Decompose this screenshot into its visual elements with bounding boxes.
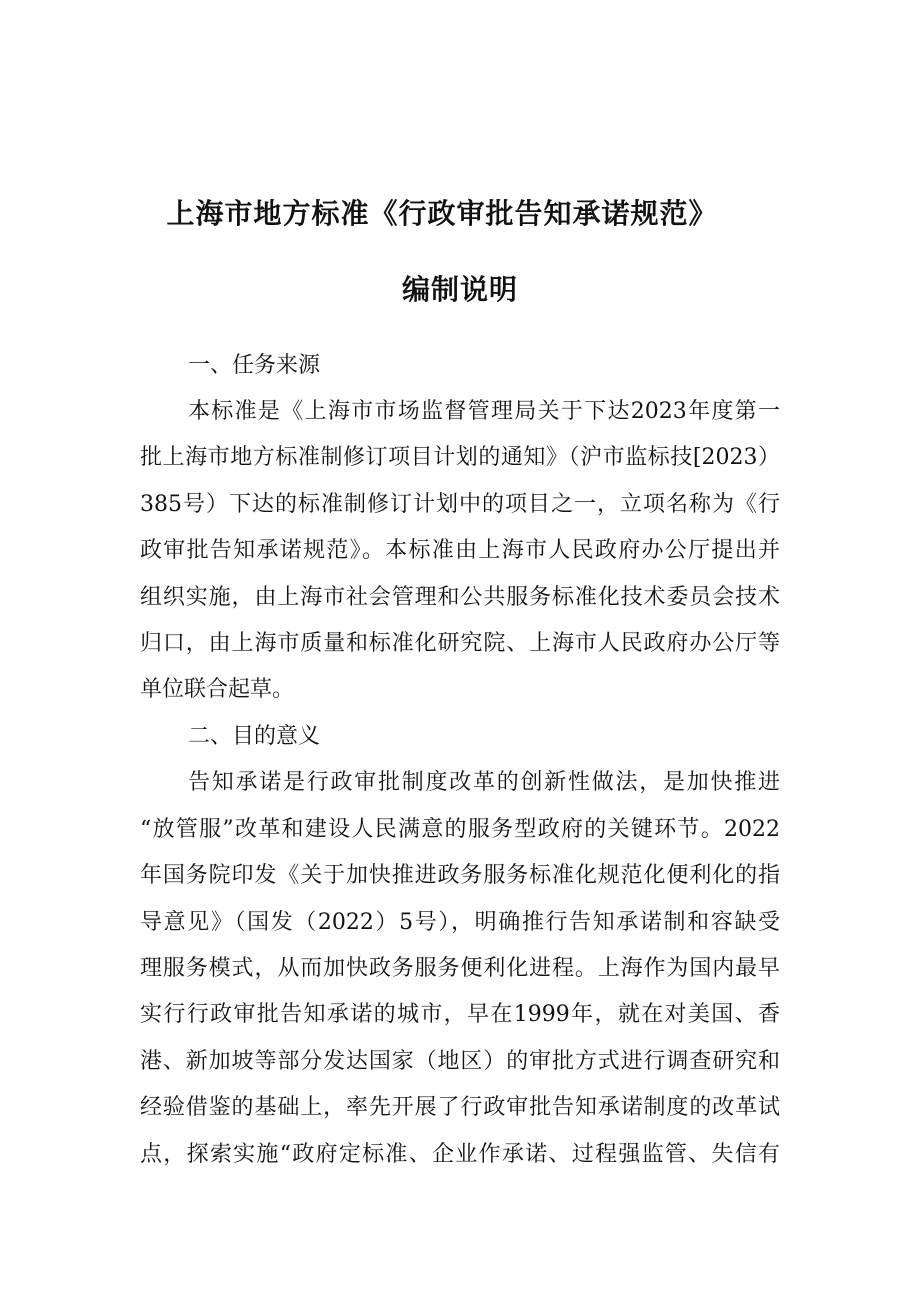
paragraph-line: 本标准是《上海市市场监督管理局关于下达2023年度第一 (188, 399, 780, 424)
paragraph-line: “放管服”改革和建设人民满意的服务型政府的关键环节。2022 (140, 817, 780, 842)
document-subtitle: 编制说明 (401, 273, 518, 306)
paragraph-line: 政审批告知承诺规范》。本标准由上海市人民政府办公厅提出并 (140, 538, 780, 563)
paragraph-line: 告知承诺是行政审批制度改革的创新性做法，是加快推进 (188, 770, 780, 795)
paragraph-line: 理服务模式，从而加快政务服务便利化进程。上海作为国内最早 (140, 956, 780, 981)
section-heading-task-source: 一、任务来源 (188, 353, 321, 378)
paragraph-line: 经验借鉴的基础上，率先开展了行政审批告知承诺制度的改革试 (140, 1095, 780, 1120)
paragraph-line: 批上海市地方标准制修订项目计划的通知》（沪市监标技[2023） (140, 445, 780, 470)
paragraph-line: 港、新加坡等部分发达国家（地区）的审批方式进行调查研究和 (140, 1049, 780, 1074)
paragraph-line: 年国务院印发《关于加快推进政务服务标准化规范化便利化的指 (140, 863, 780, 888)
paragraph-line: 385号）下达的标准制修订计划中的项目之一，立项名称为《行 (140, 492, 780, 517)
document-title: 上海市地方标准《行政审批告知承诺规范》 (166, 197, 718, 230)
paragraph-line: 导意见》（国发（2022）5号），明确推行告知承诺制和容缺受 (140, 910, 780, 935)
paragraph-line: 单位联合起草。 (140, 677, 295, 702)
paragraph-line: 组织实施，由上海市社会管理和公共服务标准化技术委员会技术 (140, 585, 780, 610)
paragraph-line: 归口，由上海市质量和标准化研究院、上海市人民政府办公厅等 (140, 631, 780, 656)
paragraph-line: 点，探索实施“政府定标准、企业作承诺、过程强监管、失信有 (140, 1142, 780, 1167)
paragraph-line: 实行行政审批告知承诺的城市，早在1999年，就在对美国、香 (140, 1002, 780, 1027)
section-heading-purpose: 二、目的意义 (188, 724, 321, 749)
